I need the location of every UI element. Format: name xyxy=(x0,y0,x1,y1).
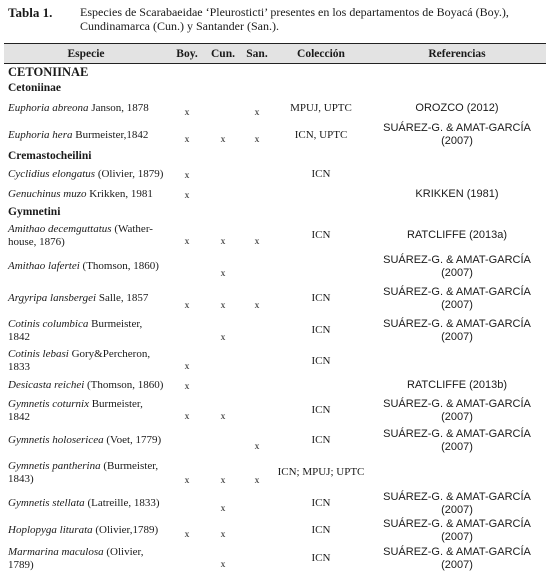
cun-cell: x xyxy=(220,134,226,145)
san-cell xyxy=(240,347,274,376)
group-row xyxy=(4,205,546,221)
referencia-cell: SUÁREZ-G. & AMAT-GARCÍA (2007) xyxy=(383,253,531,279)
header-cun: Cun. xyxy=(206,44,240,64)
boy-cell xyxy=(168,426,206,456)
table-row xyxy=(4,456,546,490)
species-cell: Cotinis lebasi Gory&Percheron, 1833 xyxy=(8,348,151,373)
coleccion-cell: ICN xyxy=(311,292,331,304)
table-row xyxy=(4,122,546,149)
coleccion-cell: ICN xyxy=(311,324,331,336)
species-cell: Amithao decemguttatus (Wather-house, 1876) xyxy=(8,222,153,248)
san-cell xyxy=(240,396,274,426)
species-cell: Cotinis columbica Burmeister, 1842 xyxy=(8,317,143,343)
coleccion-cell xyxy=(274,376,368,396)
group-gymnetini: Gymnetini xyxy=(8,206,61,218)
species-cell: Desicasta reichei (Thomson, 1860) xyxy=(8,379,164,391)
species-cell: Amithao lafertei (Thomson, 1860) xyxy=(8,260,159,272)
cun-cell xyxy=(206,426,240,456)
table-row xyxy=(4,376,546,396)
coleccion-cell: ICN xyxy=(311,354,331,367)
cun-cell: x xyxy=(220,332,226,343)
san-cell: x xyxy=(254,441,260,452)
boy-cell: x xyxy=(184,300,190,311)
table-row xyxy=(4,518,546,544)
species-cell: Gymnetis holosericea (Voet, 1779) xyxy=(8,434,162,446)
san-cell xyxy=(240,315,274,347)
table-row xyxy=(4,396,546,426)
header-especie: Especie xyxy=(4,44,168,64)
boy-cell xyxy=(168,251,206,283)
coleccion-cell: ICN xyxy=(311,168,331,180)
species-table xyxy=(4,43,546,574)
san-cell xyxy=(240,490,274,518)
coleccion-cell: ICN, UPTC xyxy=(294,128,348,141)
san-cell: x xyxy=(254,107,260,118)
group-row xyxy=(4,149,546,165)
san-cell xyxy=(240,376,274,396)
referencia-cell: SUÁREZ-G. & AMAT-GARCÍA (2007) xyxy=(383,490,531,516)
group-cetoniinae: Cetoniinae xyxy=(8,81,62,94)
table-row xyxy=(4,544,546,574)
coleccion-cell: ICN xyxy=(311,229,331,241)
group-cremastocheilini: Cremastocheilini xyxy=(8,150,92,162)
cun-cell: x xyxy=(220,236,226,247)
referencia-cell: SUÁREZ-G. & AMAT-GARCÍA (2007) xyxy=(383,397,531,423)
group-cetoniinae-upper: CETONIINAE xyxy=(8,64,89,79)
referencia-cell: RATCLIFFE (2013b) xyxy=(406,379,508,391)
table-row xyxy=(4,221,546,251)
san-cell: x xyxy=(254,236,260,247)
table-row xyxy=(4,96,546,122)
boy-cell: x xyxy=(184,381,190,392)
cun-cell: x xyxy=(220,559,226,570)
species-cell: Gymnetis stellata (Latreille, 1833) xyxy=(8,497,160,509)
species-cell: Euphoria hera Burmeister,1842 xyxy=(8,128,149,141)
cun-cell xyxy=(206,347,240,376)
cun-cell: x xyxy=(220,503,226,514)
referencia-cell: SUÁREZ-G. & AMAT-GARCÍA (2007) xyxy=(383,427,531,453)
cun-cell: x xyxy=(220,475,226,486)
cun-cell xyxy=(206,96,240,122)
table-caption xyxy=(8,2,544,38)
boy-cell: x xyxy=(184,475,190,486)
group-row xyxy=(4,81,546,96)
species-cell: Argyripa lansbergei Salle, 1857 xyxy=(8,292,149,304)
table-row xyxy=(4,347,546,376)
header-coleccion: Colección xyxy=(274,44,368,64)
san-cell: x xyxy=(254,300,260,311)
species-cell: Gymnetis pantherina (Burmeister, 1843) xyxy=(8,459,159,485)
species-cell: Marmarina maculosa (Olivier, 1789) xyxy=(8,545,144,571)
cun-cell: x xyxy=(220,411,226,422)
coleccion-cell: ICN xyxy=(311,434,331,446)
san-cell xyxy=(240,165,274,185)
cun-cell: x xyxy=(220,268,226,279)
table-row xyxy=(4,315,546,347)
species-cell: Cyclidius elongatus (Olivier, 1879) xyxy=(8,168,164,180)
boy-cell: x xyxy=(184,361,190,372)
species-cell: Genuchinus muzo Krikken, 1981 xyxy=(8,188,153,200)
san-cell xyxy=(240,185,274,205)
coleccion-cell: ICN xyxy=(311,524,331,536)
coleccion-cell: MPUJ, UPTC xyxy=(290,102,352,114)
referencia-cell: SUÁREZ-G. & AMAT-GARCÍA (2007) xyxy=(383,122,531,147)
table-row xyxy=(4,490,546,518)
boy-cell xyxy=(168,315,206,347)
referencia-cell: SUÁREZ-G. & AMAT-GARCÍA (2007) xyxy=(383,517,531,543)
referencia-cell xyxy=(368,165,546,185)
cun-cell xyxy=(206,376,240,396)
table-header-row xyxy=(4,44,546,64)
boy-cell xyxy=(168,544,206,574)
coleccion-cell xyxy=(274,185,368,205)
caption-text: Especies de Scarabaeidae ‘Pleurosticti’ presentes en los departamentos de Boyacá (Boy.), Cundinamarca (Cun.) y Santander (San.). xyxy=(80,5,509,33)
cun-cell xyxy=(206,185,240,205)
referencia-cell xyxy=(368,347,546,376)
table-row xyxy=(4,165,546,185)
species-cell: Hoplopyga liturata (Olivier,1789) xyxy=(8,524,159,536)
coleccion-cell xyxy=(274,251,368,283)
coleccion-cell: ICN; MPUJ; UPTC xyxy=(277,466,365,478)
referencia-cell: RATCLIFFE (2013a) xyxy=(406,229,508,241)
cun-cell: x xyxy=(220,300,226,311)
san-cell xyxy=(240,518,274,544)
table-row xyxy=(4,283,546,315)
table-row xyxy=(4,185,546,205)
referencia-cell: SUÁREZ-G. & AMAT-GARCÍA (2007) xyxy=(383,285,531,311)
referencia-cell: OROZCO (2012) xyxy=(415,102,499,114)
san-cell xyxy=(240,251,274,283)
cun-cell: x xyxy=(220,529,226,540)
san-cell xyxy=(240,544,274,574)
referencia-cell xyxy=(368,456,546,490)
table-row xyxy=(4,426,546,456)
san-cell: x xyxy=(254,134,260,145)
boy-cell: x xyxy=(184,134,190,145)
caption-label: Tabla 1. xyxy=(8,5,53,20)
coleccion-cell: ICN xyxy=(311,497,331,509)
header-referencias: Referencias xyxy=(368,44,546,64)
header-san: San. xyxy=(240,44,274,64)
boy-cell: x xyxy=(184,190,190,201)
referencia-cell: SUÁREZ-G. & AMAT-GARCÍA (2007) xyxy=(383,545,531,571)
boy-cell xyxy=(168,490,206,518)
table-row xyxy=(4,251,546,283)
san-cell: x xyxy=(254,475,260,486)
referencia-cell: SUÁREZ-G. & AMAT-GARCÍA (2007) xyxy=(383,317,531,343)
boy-cell: x xyxy=(184,236,190,247)
referencia-cell: KRIKKEN (1981) xyxy=(415,188,499,200)
boy-cell: x xyxy=(184,529,190,540)
boy-cell: x xyxy=(184,107,190,118)
boy-cell: x xyxy=(184,170,190,181)
coleccion-cell: ICN xyxy=(311,552,331,564)
coleccion-cell: ICN xyxy=(311,404,331,416)
cun-cell xyxy=(206,165,240,185)
species-cell: Gymnetis coturnix Burmeister, 1842 xyxy=(8,397,143,423)
species-cell: Euphoria abreona Janson, 1878 xyxy=(8,102,149,114)
boy-cell: x xyxy=(184,411,190,422)
group-row xyxy=(4,64,546,81)
header-boy: Boy. xyxy=(168,44,206,64)
